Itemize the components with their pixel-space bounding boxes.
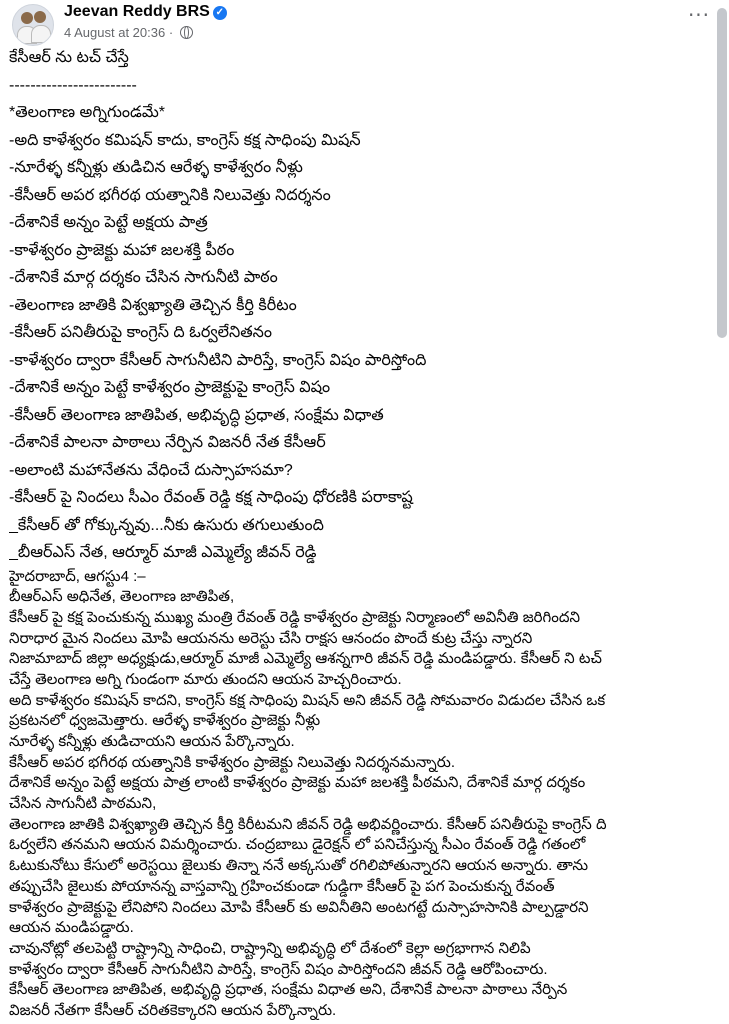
post-line: -దేశానికే పాలనా పాఠాలు నేర్పిన విజనరీ నేత కేసీఆర్	[9, 434, 326, 451]
post-line: తెలంగాణ జాతికి విశ్వఖ్యాతి తెచ్చిన కీర్తి కిరీటమని జీవన్ రెడ్డి అభివర్ణించారు. కేసీఆర్ పనితీరుపై కాంగ్రెస్ ది	[9, 815, 607, 833]
post-line: *తెలంగాణ అగ్నిగుండమే*	[9, 104, 166, 121]
post-line: చేసిన సాగునీటి పాఠమని,	[9, 795, 157, 813]
post-line: -దేశానికే అన్నం పెట్టే కాళేశ్వరం ప్రాజెక్టుపై కాంగ్రెస్ విషం	[9, 379, 331, 396]
post-line: తప్పుచేసి జైలుకు పోయానన్న వాస్తవాన్ని గ్రహించకుండా గుడ్డిగా కేసీఆర్ పై పగ పెంచుకున్న రేవంత్	[9, 877, 555, 895]
post-line: -కాళేశ్వరం ద్వారా కేసీఆర్ సాగునీటిని పారిస్తే, కాంగ్రెస్ విషం పారిస్తోంది	[9, 351, 427, 369]
post-line: నూరేళ్ళ కన్నీళ్లు తుడిచాయని ఆయన పేర్కొన్నారు.	[9, 733, 295, 750]
post-line: దేశానికే అన్నం పెట్టే అక్షయ పాత్ర లాంటి కాళేశ్వరం ప్రాజెక్టు మహా జలశక్తి పీఠమని, దేశానికే మార్గ దర్శకం	[9, 774, 586, 792]
post-line: ------------------------	[9, 76, 137, 94]
post-line: -తెలంగాణ జాతికి విశ్వఖ్యాతి తెచ్చిన కీర్తి కిరీటం	[9, 296, 297, 314]
more-options-icon[interactable]: ···	[687, 3, 711, 27]
post-line: -కేసీఆర్ పనితీరుపై కాంగ్రెస్ ది ఓర్వలేనితనం	[9, 324, 273, 341]
post-line: _కేసీఆర్ తో గోక్కున్నవు...నీకు ఉసురు తగులుతుంది	[9, 516, 324, 534]
post-line: -కాళేశ్వరం ప్రాజెక్టు మహా జలశక్తి పీఠం	[9, 241, 235, 259]
scrollbar[interactable]	[717, 8, 727, 338]
globe-icon	[180, 26, 193, 39]
post-line: -కేసీఆర్ పై నిందలు సీఎం రేవంత్ రెడ్డి కక్ష సాధింపు ధోరణికి పరాకాష్ట	[9, 489, 413, 506]
avatar[interactable]	[12, 4, 54, 46]
post-line: విజనరీ నేతగా కేసీఆర్ చరితకెక్కారని ఆయన పేర్కొన్నారు.	[9, 1001, 337, 1019]
author-name[interactable]	[64, 3, 227, 21]
post-line: కేసీఆర్ ను టచ్ చేస్తే	[9, 49, 129, 66]
post-line: నిరాధార మైన నిందలు మోపి ఆయనను అరెస్టు చేసి రాక్షస ఆనందం పొందే కుట్ర చేస్తు న్నారని	[9, 629, 533, 647]
post-line: కేసీఆర్ పై కక్ష పెంచుకున్న ముఖ్య మంత్రి రేవంత్ రెడ్డి కాళేశ్వరం ప్రాజెక్టు నిర్మాణంలో అవినీతి జరిగిందని	[9, 608, 581, 626]
post-headline	[9, 44, 715, 567]
post-line: -నూరేళ్ళ కన్నీళ్లు తుడిచిన ఆరేళ్ళ కాళేశ్వరం నీళ్లు	[9, 159, 303, 176]
post-line: ప్రకటనలో ధ్వజమెత్తారు. ఆరేళ్ళ కాళేశ్వరం ప్రాజెక్టు నీళ్లు	[9, 712, 321, 730]
post-line: -దేశానికే అన్నం పెట్టే అక్షయ పాత్ర	[9, 214, 208, 231]
verified-badge-icon: ✓	[213, 6, 227, 20]
post-line: ఓర్వలేని తనమని ఆయన విమర్శించారు. చంద్రబాబు డైరెక్షన్ లో పనిచేస్తున్న సీఎం రేవంత్ రెడ్డి గతంలో	[9, 836, 586, 854]
post-header	[12, 2, 711, 46]
post-body	[9, 44, 715, 1022]
post-line: కాళేశ్వరం ద్వారా కేసీఆర్ సాగునీటిని పారిస్తే, కాంగ్రెస్ విషం పారిస్తోందని జీవన్ రెడ్డి ఆరోపించారు.	[9, 960, 548, 978]
post-line: ఓటుకునోటు కేసులో అరెస్టయి జైలుకు తిన్నా ననే అక్కసుతో రగిలిపోతున్నారని ఆయన అన్నారు. తాను	[9, 857, 589, 875]
post-meta: 4 August at 20:36 ·	[64, 25, 193, 40]
post-line: కేసీఆర్ తెలంగాణ జాతిపిత, అభివృద్ధి ప్రధాత, సంక్షేమ విధాత అని, దేశానికే పాలనా పాఠాలు నేర్పిన	[9, 981, 568, 999]
post-line: అది కాళేశ్వరం కమిషన్ కాదని, కాంగ్రెస్ కక్ష సాధింపు మిషన్ అని జీవన్ రెడ్డి సోమవారం విడుదల చేసిన ఒక	[9, 691, 606, 709]
post-line: హైదరాబాద్, ఆగస్టు4 :–	[9, 567, 146, 585]
post-line: నిజామాబాద్ జిల్లా అధ్యక్షుడు,ఆర్మూర్ మాజీ ఎమ్మెల్యే ఆశన్నగారి జీవన్ రెడ్డి మండిపడ్డారు. కేసీఆర్ ని టచ్	[9, 650, 602, 668]
post-line: -కేసీఆర్ తెలంగాణ జాతిపిత, అభివృద్ధి ప్రధాత, సంక్షేమ విధాత	[9, 406, 384, 424]
post-line: కాళేశ్వరం ప్రాజెక్టుపై లేనిపోని నిందలు మోపి కేసీఆర్ కు అవినీతిని అంటగట్టే దుస్సాహసానికి పాల్పడ్డారని	[9, 898, 589, 916]
post-line: కేసీఆర్ అపర భగీరథ యత్నానికి కాళేశ్వరం ప్రాజెక్టు నిలువెత్తు నిదర్శనమన్నారు.	[9, 753, 455, 771]
post-line: -అది కాళేశ్వరం కమిషన్ కాదు, కాంగ్రెస్ కక్ష సాధింపు మిషన్	[9, 131, 361, 149]
post-text	[9, 567, 715, 1022]
author-link[interactable]: Jeevan Reddy BRS	[64, 3, 210, 20]
post-line: -దేశానికే మార్గ దర్శకం చేసిన సాగునీటి పాఠం	[9, 269, 278, 286]
post-line: -అలాంటి మహానేతను వేధించే దుస్సాహసమా?	[9, 461, 293, 479]
post-line: ఆయన మండిపడ్డారు.	[9, 919, 134, 937]
post-line: -కేసీఆర్ అపర భగీరథ యత్నానికి నిలువెత్తు నిదర్శనం	[9, 186, 331, 204]
post-line: చావునోట్లో తలపెట్టి రాష్ట్రాన్ని సాధించి, రాష్ట్రాన్ని అభివృద్ధి లో దేశంలో కెల్లా అగ్రభాగాన నిలిపి	[9, 939, 531, 957]
timestamp[interactable]: 4 August at 20:36	[64, 25, 166, 40]
post-line: బీఆర్ఎస్ అధినేత, తెలంగాణ జాతిపిత,	[9, 588, 235, 606]
post-line: చేస్తే తెలంగాణ అగ్ని గుండంగా మారు తుందని ఆయన హెచ్చరించారు.	[9, 670, 402, 688]
post-line: _బీఆర్ఎస్ నేత, ఆర్మూర్ మాజీ ఎమ్మెల్యే జీవన్ రెడ్డి	[9, 544, 317, 561]
